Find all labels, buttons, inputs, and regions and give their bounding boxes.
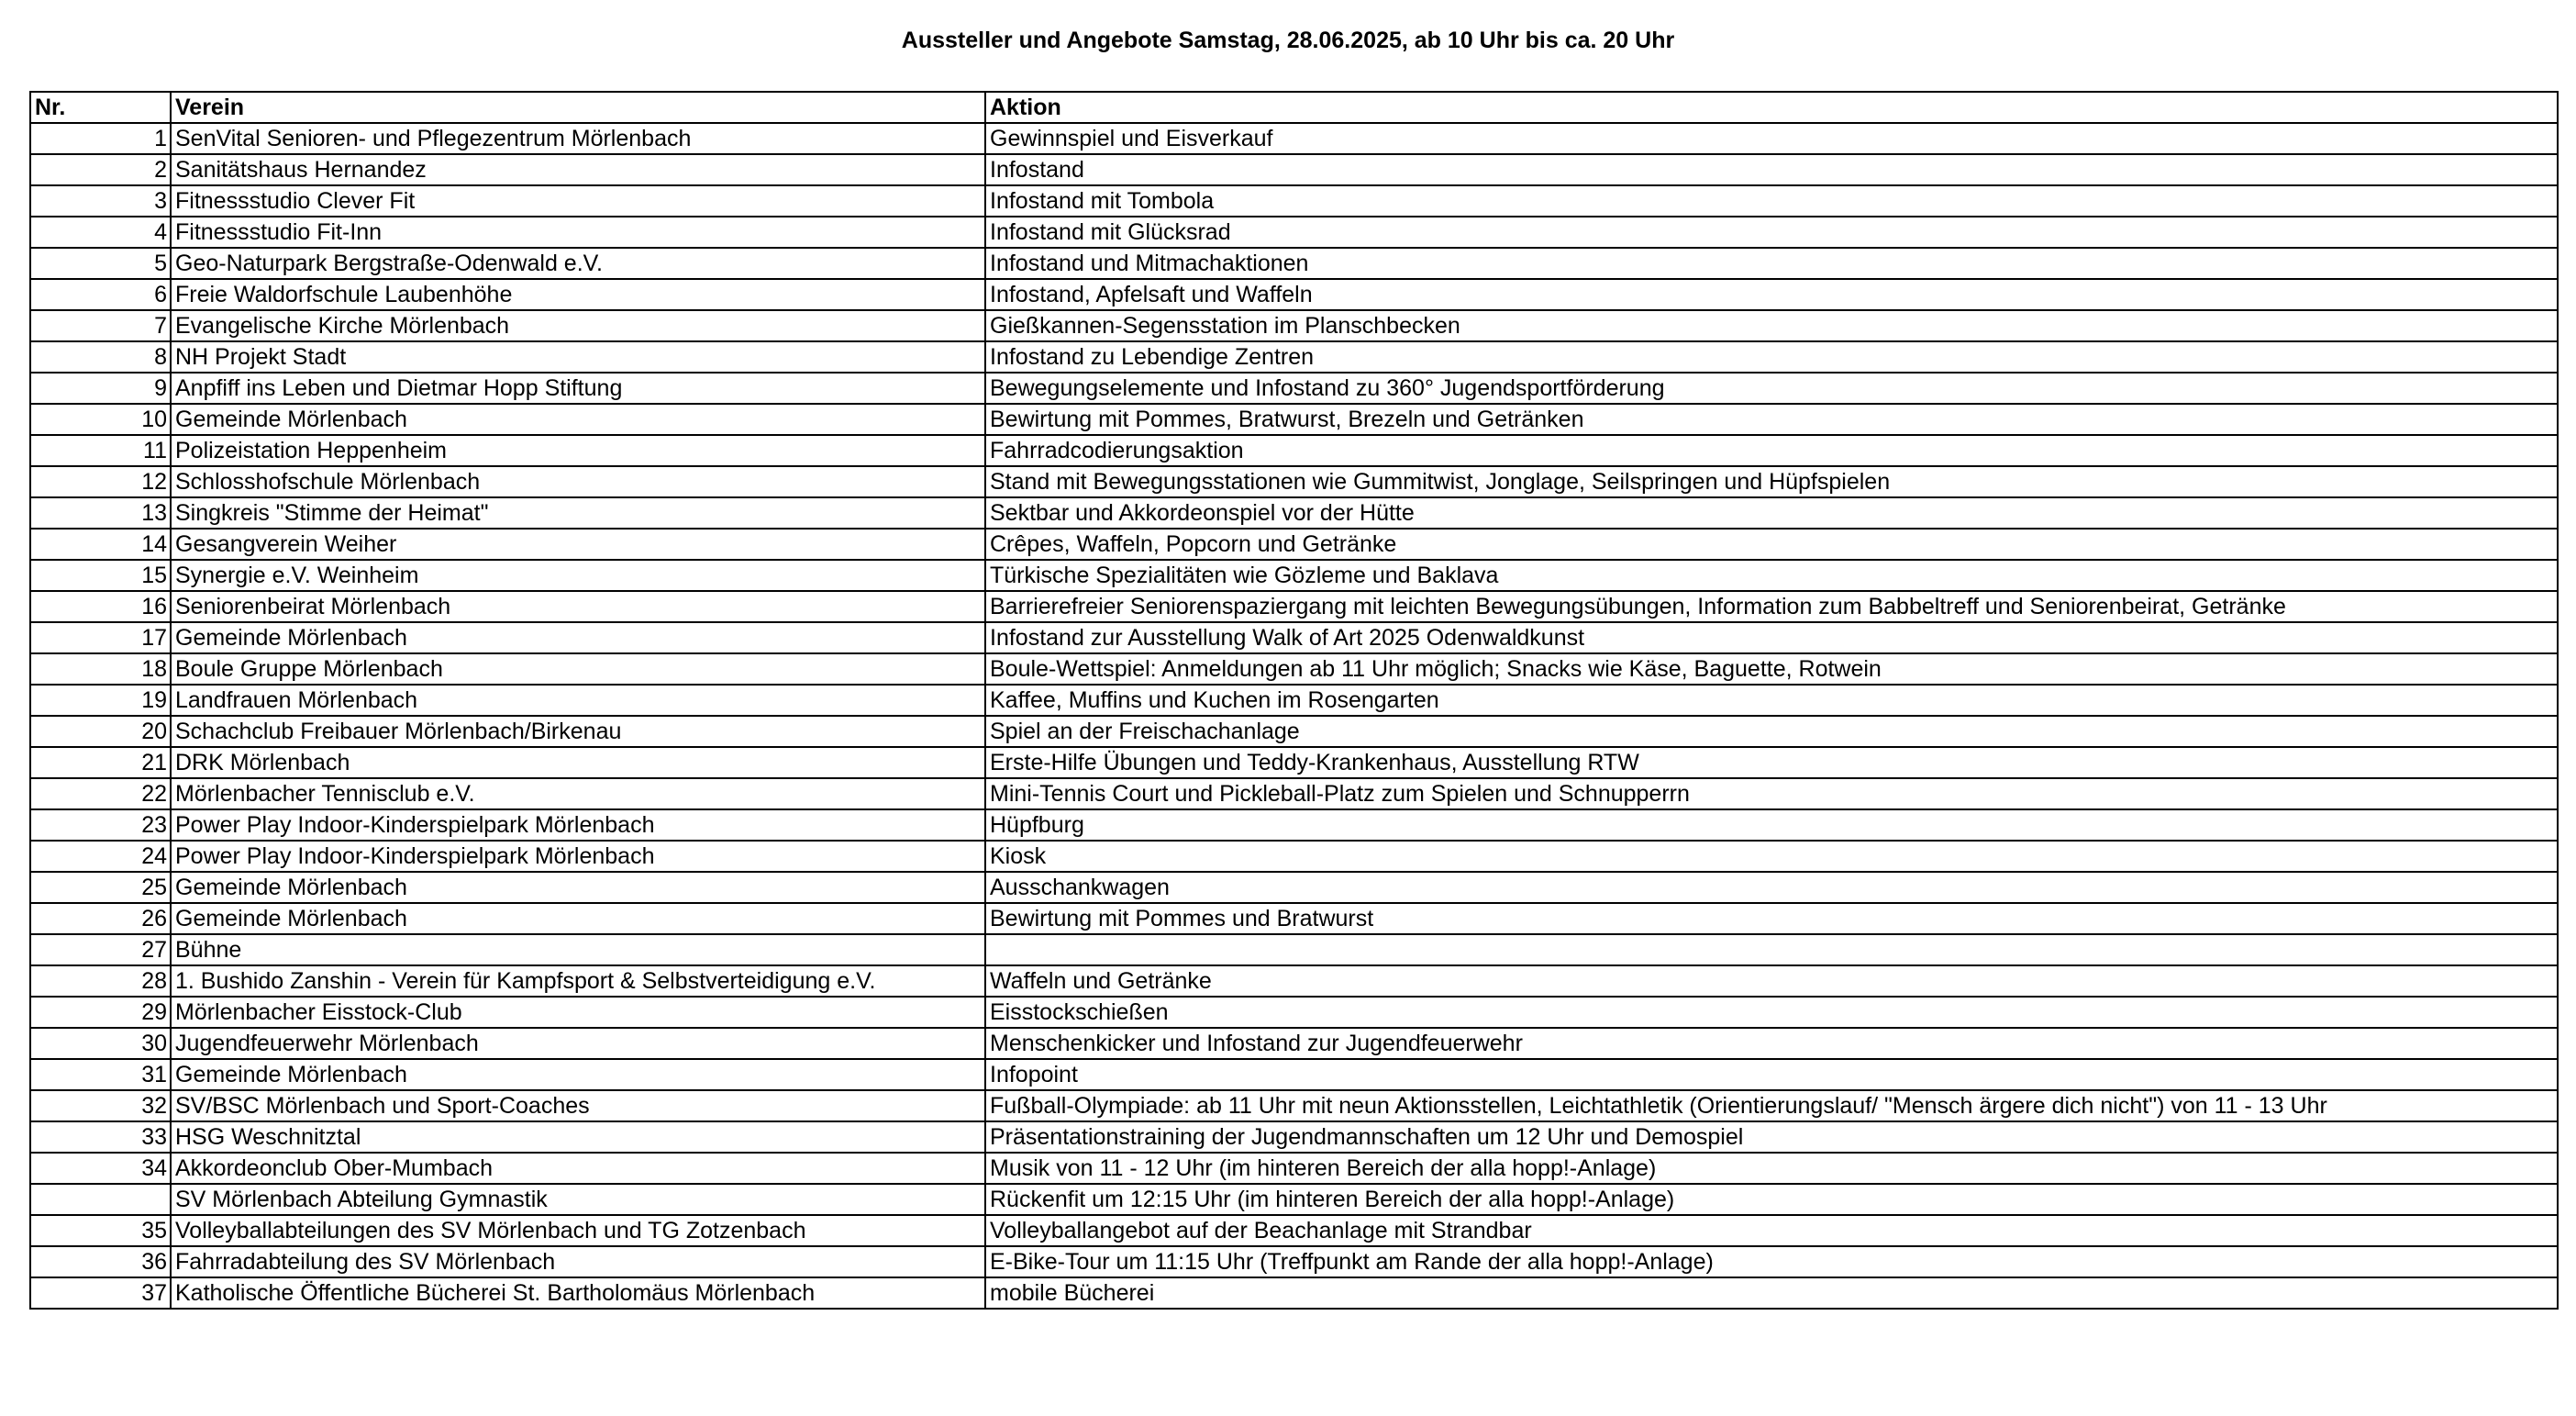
verein-cell: Freie Waldorfschule Laubenhöhe: [171, 279, 985, 310]
nr-cell: 4: [30, 217, 171, 248]
nr-cell: 3: [30, 185, 171, 217]
aktion-cell: Barrierefreier Seniorenspaziergang mit leichten Bewegungsübungen, Information zum Babbeltreff und Seniorenbeirat, Getränke: [985, 591, 2558, 622]
verein-cell: Mörlenbacher Eisstock-Club: [171, 997, 985, 1028]
nr-cell: 27: [30, 934, 171, 965]
verein-cell: Seniorenbeirat Mörlenbach: [171, 591, 985, 622]
nr-cell: 12: [30, 466, 171, 497]
verein-cell: Katholische Öffentliche Bücherei St. Bartholomäus Mörlenbach: [171, 1277, 985, 1309]
aktion-cell: E-Bike-Tour um 11:15 Uhr (Treffpunkt am Rande der alla hopp!-Anlage): [985, 1246, 2558, 1277]
aktion-cell: Präsentationstraining der Jugendmannschaften um 12 Uhr und Demospiel: [985, 1121, 2558, 1153]
table-row: [30, 622, 2558, 653]
table-row: [30, 778, 2558, 809]
aktion-cell: Gießkannen-Segensstation im Planschbecken: [985, 310, 2558, 341]
exhibitors-table: [29, 91, 2559, 1310]
aktion-cell: Infostand zur Ausstellung Walk of Art 2025 Odenwaldkunst: [985, 622, 2558, 653]
verein-cell: Anpfiff ins Leben und Dietmar Hopp Stiftung: [171, 373, 985, 404]
nr-cell: [30, 1184, 171, 1215]
aktion-cell: Fußball-Olympiade: ab 11 Uhr mit neun Aktionsstellen, Leichtathletik (Orientierungslauf/ "Mensch ärgere dich nicht") von 11 - 13 Uhr: [985, 1090, 2558, 1121]
nr-cell: 16: [30, 591, 171, 622]
nr-cell: 25: [30, 872, 171, 903]
nr-cell: 32: [30, 1090, 171, 1121]
table-row: [30, 1090, 2558, 1121]
table-row: [30, 747, 2558, 778]
aktion-cell: Gewinnspiel und Eisverkauf: [985, 123, 2558, 154]
aktion-cell: Erste-Hilfe Übungen und Teddy-Krankenhaus, Ausstellung RTW: [985, 747, 2558, 778]
table-row: [30, 185, 2558, 217]
nr-cell: 15: [30, 560, 171, 591]
table-row: [30, 154, 2558, 185]
table-row: [30, 1028, 2558, 1059]
aktion-cell: Spiel an der Freischachanlage: [985, 716, 2558, 747]
aktion-cell: Rückenfit um 12:15 Uhr (im hinteren Bereich der alla hopp!-Anlage): [985, 1184, 2558, 1215]
aktion-cell: [985, 934, 2558, 965]
table-row: [30, 1184, 2558, 1215]
nr-cell: 5: [30, 248, 171, 279]
column-header-aktion: Aktion: [985, 92, 2558, 123]
table-row: [30, 653, 2558, 685]
nr-cell: 30: [30, 1028, 171, 1059]
aktion-cell: Bewirtung mit Pommes, Bratwurst, Brezeln und Getränken: [985, 404, 2558, 435]
verein-cell: Power Play Indoor-Kinderspielpark Mörlenbach: [171, 809, 985, 841]
aktion-cell: Sektbar und Akkordeonspiel vor der Hütte: [985, 497, 2558, 529]
nr-cell: 14: [30, 529, 171, 560]
aktion-cell: Infostand und Mitmachaktionen: [985, 248, 2558, 279]
table-row: [30, 1277, 2558, 1309]
verein-cell: Fahrradabteilung des SV Mörlenbach: [171, 1246, 985, 1277]
table-row: [30, 809, 2558, 841]
aktion-cell: mobile Bücherei: [985, 1277, 2558, 1309]
verein-cell: Geo-Naturpark Bergstraße-Odenwald e.V.: [171, 248, 985, 279]
aktion-cell: Infostand mit Tombola: [985, 185, 2558, 217]
table-row: [30, 1059, 2558, 1090]
table-row: [30, 466, 2558, 497]
verein-cell: Gemeinde Mörlenbach: [171, 1059, 985, 1090]
aktion-cell: Waffeln und Getränke: [985, 965, 2558, 997]
verein-cell: Boule Gruppe Mörlenbach: [171, 653, 985, 685]
nr-cell: 37: [30, 1277, 171, 1309]
table-row: [30, 404, 2558, 435]
verein-cell: Power Play Indoor-Kinderspielpark Mörlenbach: [171, 841, 985, 872]
aktion-cell: Bewirtung mit Pommes und Bratwurst: [985, 903, 2558, 934]
nr-cell: 19: [30, 685, 171, 716]
aktion-cell: Kiosk: [985, 841, 2558, 872]
nr-cell: 2: [30, 154, 171, 185]
nr-cell: 7: [30, 310, 171, 341]
aktion-cell: Kaffee, Muffins und Kuchen im Rosengarten: [985, 685, 2558, 716]
table-row: [30, 341, 2558, 373]
nr-cell: 9: [30, 373, 171, 404]
verein-cell: Gemeinde Mörlenbach: [171, 872, 985, 903]
verein-cell: Schlosshofschule Mörlenbach: [171, 466, 985, 497]
verein-cell: Gemeinde Mörlenbach: [171, 622, 985, 653]
verein-cell: SV/BSC Mörlenbach und Sport-Coaches: [171, 1090, 985, 1121]
aktion-cell: Menschenkicker und Infostand zur Jugendfeuerwehr: [985, 1028, 2558, 1059]
nr-cell: 13: [30, 497, 171, 529]
verein-cell: Gemeinde Mörlenbach: [171, 903, 985, 934]
aktion-cell: Eisstockschießen: [985, 997, 2558, 1028]
verein-cell: Fitnessstudio Fit-Inn: [171, 217, 985, 248]
table-row: [30, 903, 2558, 934]
aktion-cell: Infostand zu Lebendige Zentren: [985, 341, 2558, 373]
aktion-cell: Bewegungselemente und Infostand zu 360° Jugendsportförderung: [985, 373, 2558, 404]
aktion-cell: Mini-Tennis Court und Pickleball-Platz zum Spielen und Schnupperrn: [985, 778, 2558, 809]
table-row: [30, 435, 2558, 466]
verein-cell: DRK Mörlenbach: [171, 747, 985, 778]
verein-cell: Polizeistation Heppenheim: [171, 435, 985, 466]
nr-cell: 17: [30, 622, 171, 653]
aktion-cell: Infostand: [985, 154, 2558, 185]
table-row: [30, 1215, 2558, 1246]
aktion-cell: Crêpes, Waffeln, Popcorn und Getränke: [985, 529, 2558, 560]
column-header-nr: Nr.: [30, 92, 171, 123]
table-row: [30, 529, 2558, 560]
verein-cell: Fitnessstudio Clever Fit: [171, 185, 985, 217]
table-body: [30, 123, 2558, 1309]
aktion-cell: Türkische Spezialitäten wie Gözleme und Baklava: [985, 560, 2558, 591]
verein-cell: SenVital Senioren- und Pflegezentrum Mörlenbach: [171, 123, 985, 154]
verein-cell: Mörlenbacher Tennisclub e.V.: [171, 778, 985, 809]
nr-cell: 31: [30, 1059, 171, 1090]
aktion-cell: Infostand, Apfelsaft und Waffeln: [985, 279, 2558, 310]
nr-cell: 29: [30, 997, 171, 1028]
aktion-cell: Infopoint: [985, 1059, 2558, 1090]
table-row: [30, 248, 2558, 279]
table-row: [30, 1121, 2558, 1153]
table-row: [30, 934, 2558, 965]
verein-cell: Synergie e.V. Weinheim: [171, 560, 985, 591]
nr-cell: 20: [30, 716, 171, 747]
table-row: [30, 997, 2558, 1028]
table-row: [30, 965, 2558, 997]
nr-cell: 26: [30, 903, 171, 934]
verein-cell: Gemeinde Mörlenbach: [171, 404, 985, 435]
aktion-cell: Fahrradcodierungsaktion: [985, 435, 2558, 466]
table-row: [30, 217, 2558, 248]
nr-cell: 6: [30, 279, 171, 310]
nr-cell: 23: [30, 809, 171, 841]
verein-cell: SV Mörlenbach Abteilung Gymnastik: [171, 1184, 985, 1215]
nr-cell: 1: [30, 123, 171, 154]
verein-cell: Evangelische Kirche Mörlenbach: [171, 310, 985, 341]
aktion-cell: Hüpfburg: [985, 809, 2558, 841]
nr-cell: 18: [30, 653, 171, 685]
table-row: [30, 373, 2558, 404]
table-row: [30, 716, 2558, 747]
column-header-verein: Verein: [171, 92, 985, 123]
page-title: Aussteller und Angebote Samstag, 28.06.2025, ab 10 Uhr bis ca. 20 Uhr: [901, 28, 1675, 53]
verein-cell: Akkordeonclub Ober-Mumbach: [171, 1153, 985, 1184]
table-header-row: [30, 92, 2558, 123]
table-row: [30, 591, 2558, 622]
aktion-cell: Volleyballangebot auf der Beachanlage mit Strandbar: [985, 1215, 2558, 1246]
nr-cell: 35: [30, 1215, 171, 1246]
verein-cell: Schachclub Freibauer Mörlenbach/Birkenau: [171, 716, 985, 747]
nr-cell: 22: [30, 778, 171, 809]
verein-cell: HSG Weschnitztal: [171, 1121, 985, 1153]
nr-cell: 10: [30, 404, 171, 435]
verein-cell: Jugendfeuerwehr Mörlenbach: [171, 1028, 985, 1059]
nr-cell: 34: [30, 1153, 171, 1184]
table-row: [30, 685, 2558, 716]
aktion-cell: Infostand mit Glücksrad: [985, 217, 2558, 248]
aktion-cell: Ausschankwagen: [985, 872, 2558, 903]
table-row: [30, 1246, 2558, 1277]
table-row: [30, 310, 2558, 341]
aktion-cell: Boule-Wettspiel: Anmeldungen ab 11 Uhr möglich; Snacks wie Käse, Baguette, Rotwein: [985, 653, 2558, 685]
table-row: [30, 841, 2558, 872]
verein-cell: 1. Bushido Zanshin - Verein für Kampfsport & Selbstverteidigung e.V.: [171, 965, 985, 997]
verein-cell: Gesangverein Weiher: [171, 529, 985, 560]
nr-cell: 24: [30, 841, 171, 872]
nr-cell: 33: [30, 1121, 171, 1153]
verein-cell: Landfrauen Mörlenbach: [171, 685, 985, 716]
nr-cell: 28: [30, 965, 171, 997]
nr-cell: 8: [30, 341, 171, 373]
nr-cell: 11: [30, 435, 171, 466]
verein-cell: Sanitätshaus Hernandez: [171, 154, 985, 185]
verein-cell: Bühne: [171, 934, 985, 965]
table-row: [30, 497, 2558, 529]
nr-cell: 21: [30, 747, 171, 778]
table-row: [30, 872, 2558, 903]
table-row: [30, 560, 2558, 591]
verein-cell: Volleyballabteilungen des SV Mörlenbach und TG Zotzenbach: [171, 1215, 985, 1246]
nr-cell: 36: [30, 1246, 171, 1277]
table-row: [30, 1153, 2558, 1184]
verein-cell: Singkreis "Stimme der Heimat": [171, 497, 985, 529]
verein-cell: NH Projekt Stadt: [171, 341, 985, 373]
table-row: [30, 123, 2558, 154]
aktion-cell: Musik von 11 - 12 Uhr (im hinteren Bereich der alla hopp!-Anlage): [985, 1153, 2558, 1184]
aktion-cell: Stand mit Bewegungsstationen wie Gummitwist, Jonglage, Seilspringen und Hüpfspielen: [985, 466, 2558, 497]
table-row: [30, 279, 2558, 310]
